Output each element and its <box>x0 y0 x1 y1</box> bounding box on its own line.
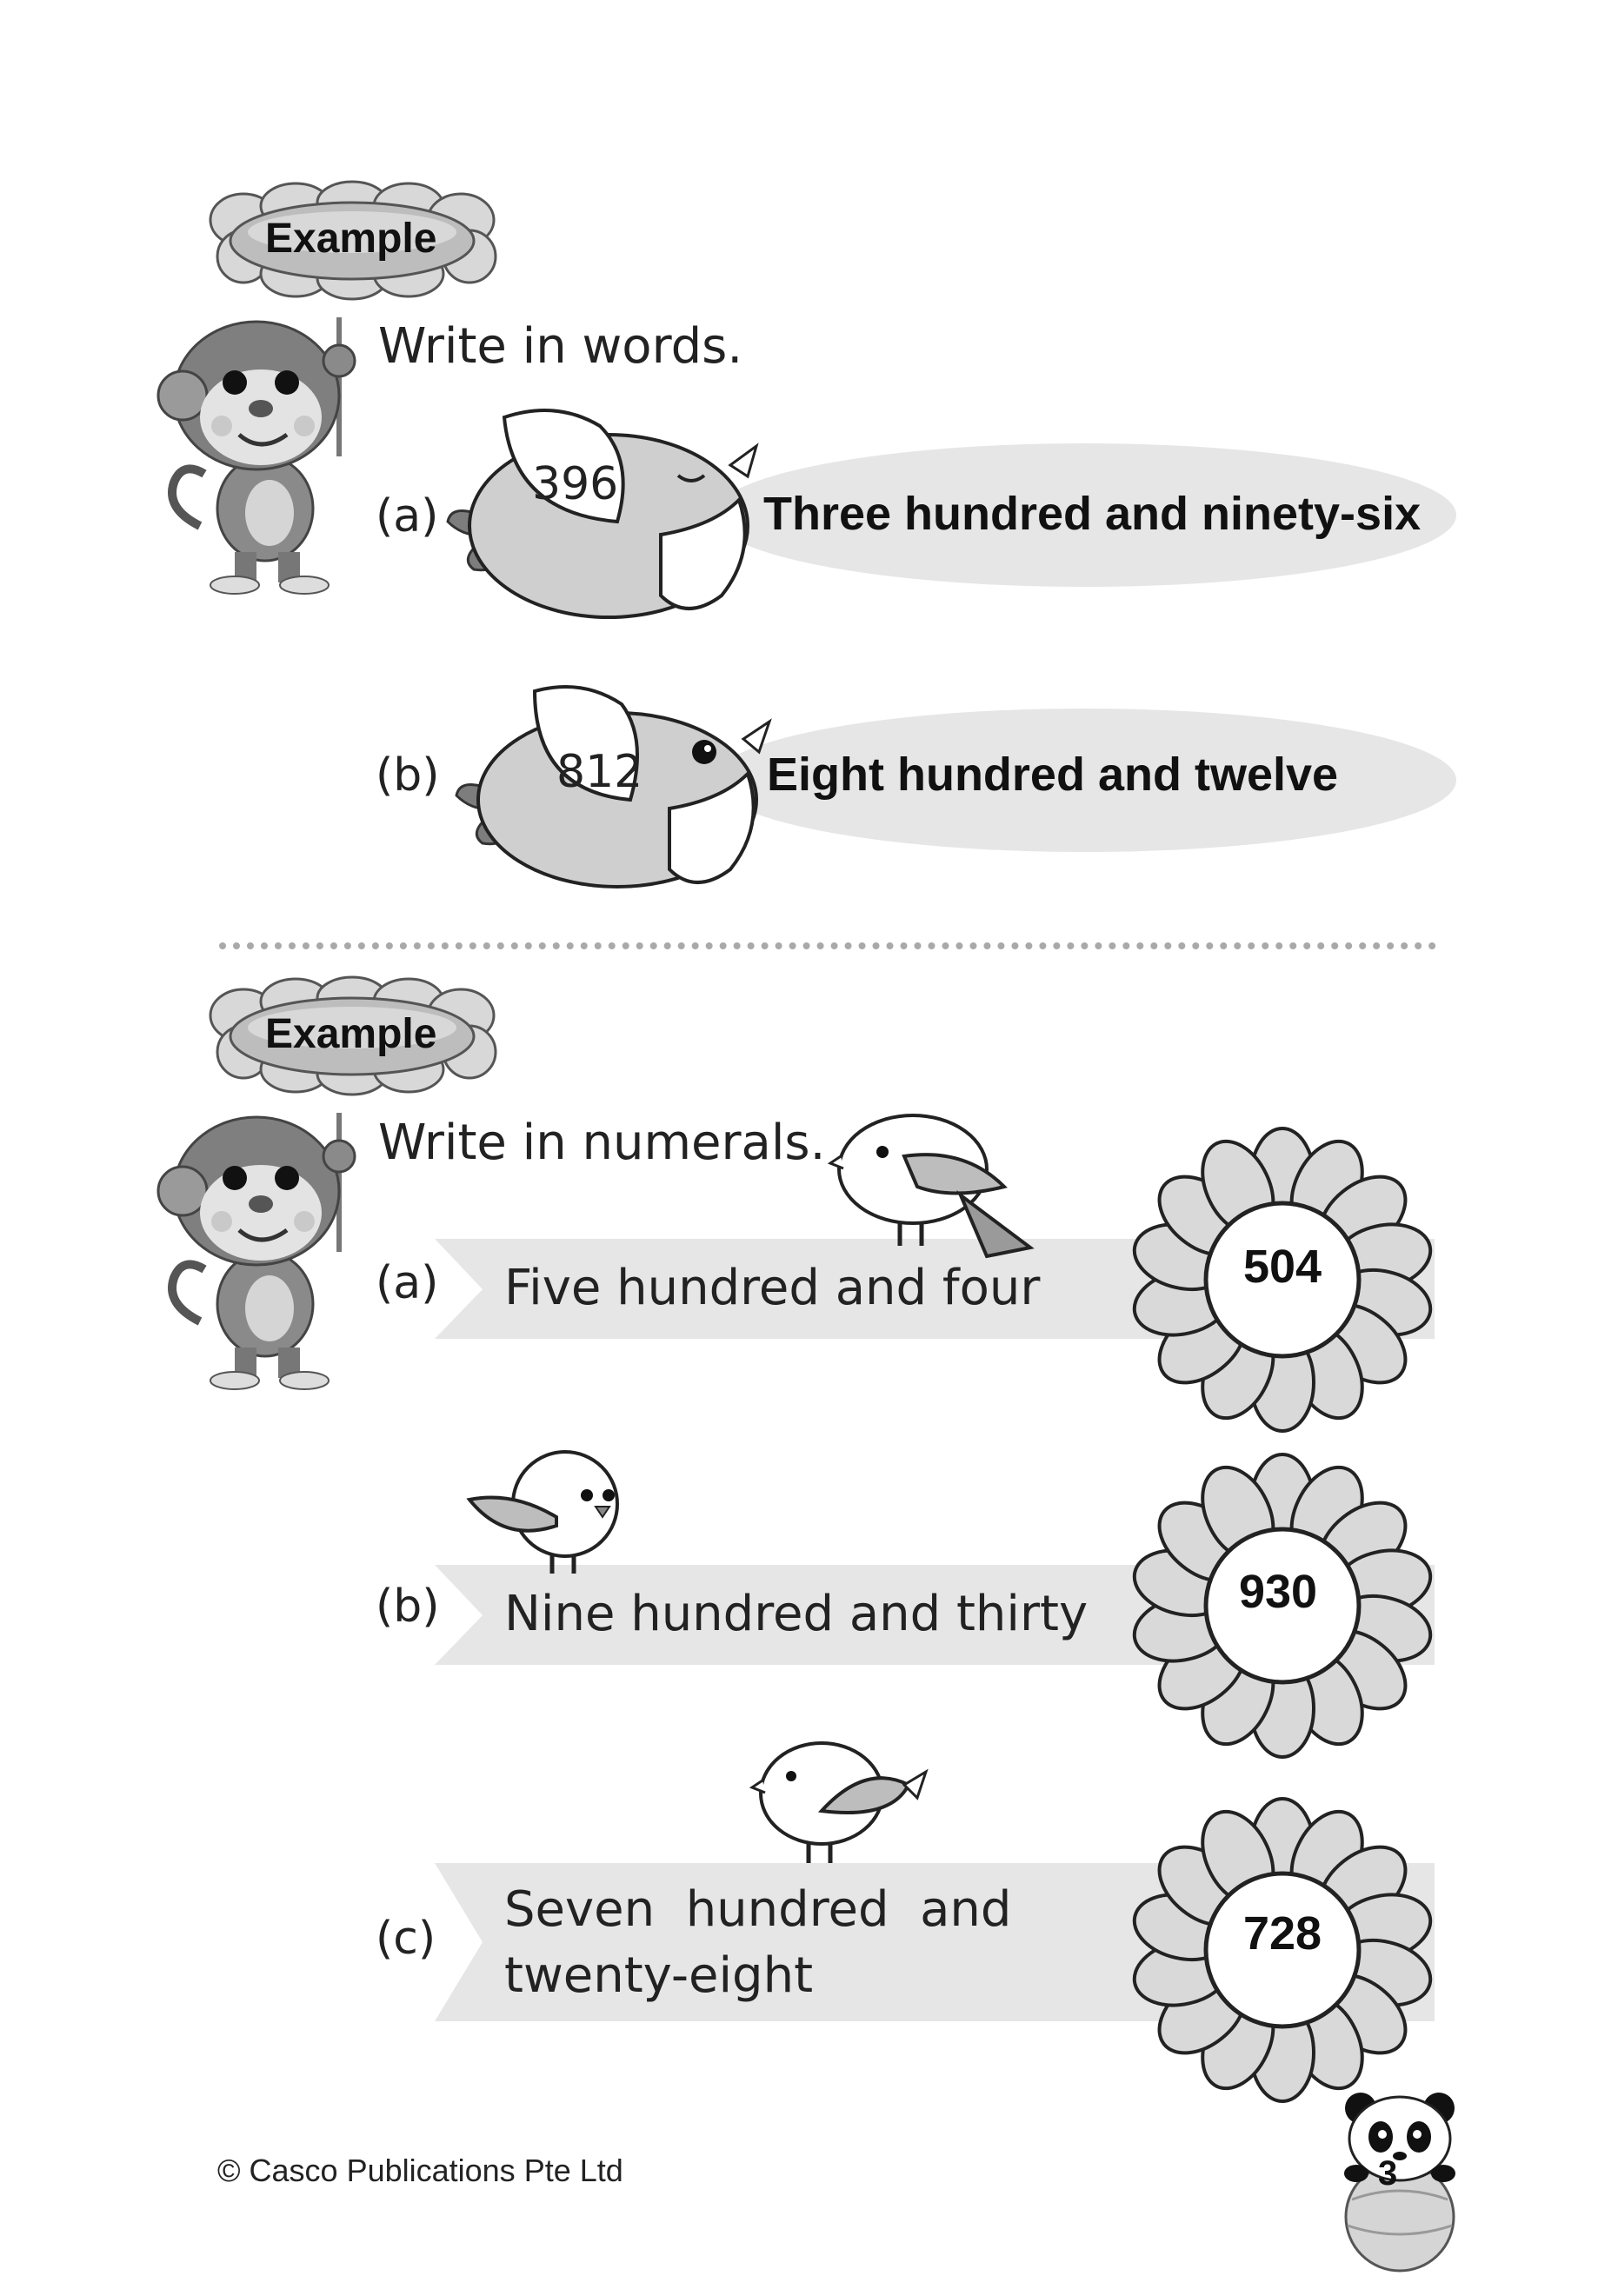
panda-icon <box>1330 2086 1469 2278</box>
numeral-answer-a: 504 <box>1242 1241 1322 1293</box>
numeral-answer-c: 728 <box>1242 1907 1322 1960</box>
item-label-b: (b) <box>376 1581 440 1633</box>
item-label-b: (b) <box>376 749 440 802</box>
words-text-a: Five hundred and four <box>504 1260 1041 1316</box>
bird-icon <box>465 1447 630 1578</box>
monkey-icon <box>165 1104 365 1382</box>
bird-icon <box>752 1737 930 1867</box>
monkey-icon <box>165 309 365 587</box>
bird-icon <box>443 404 756 622</box>
item-label-a: (a) <box>376 490 439 542</box>
instruction-write-in-numerals: Write in numerals. <box>378 1115 826 1171</box>
page-number: 3 <box>1378 2154 1398 2193</box>
copyright-text: © Casco Publications Pte Ltd <box>217 2153 623 2188</box>
example-badge-label: Example <box>265 1011 437 1057</box>
section-divider <box>219 942 1436 949</box>
bird-number-b: 812 <box>556 746 643 798</box>
words-text-b: Nine hundred and thirty <box>504 1586 1089 1642</box>
example-badge-label: Example <box>265 216 437 262</box>
words-text-c-line2: twenty-eight <box>504 1947 814 2004</box>
bird-number-a: 396 <box>532 458 619 510</box>
item-label-c: (c) <box>376 1913 436 1965</box>
bird-icon <box>830 1108 1039 1265</box>
answer-text-a: Three hundred and ninety-six <box>763 488 1422 540</box>
answer-text-b: Eight hundred and twelve <box>767 749 1339 801</box>
numeral-answer-b: 930 <box>1238 1566 1318 1618</box>
item-label-a: (a) <box>376 1257 439 1309</box>
words-text-c-line1: Seven hundred and <box>504 1881 1012 1938</box>
instruction-write-in-words: Write in words. <box>378 318 743 375</box>
